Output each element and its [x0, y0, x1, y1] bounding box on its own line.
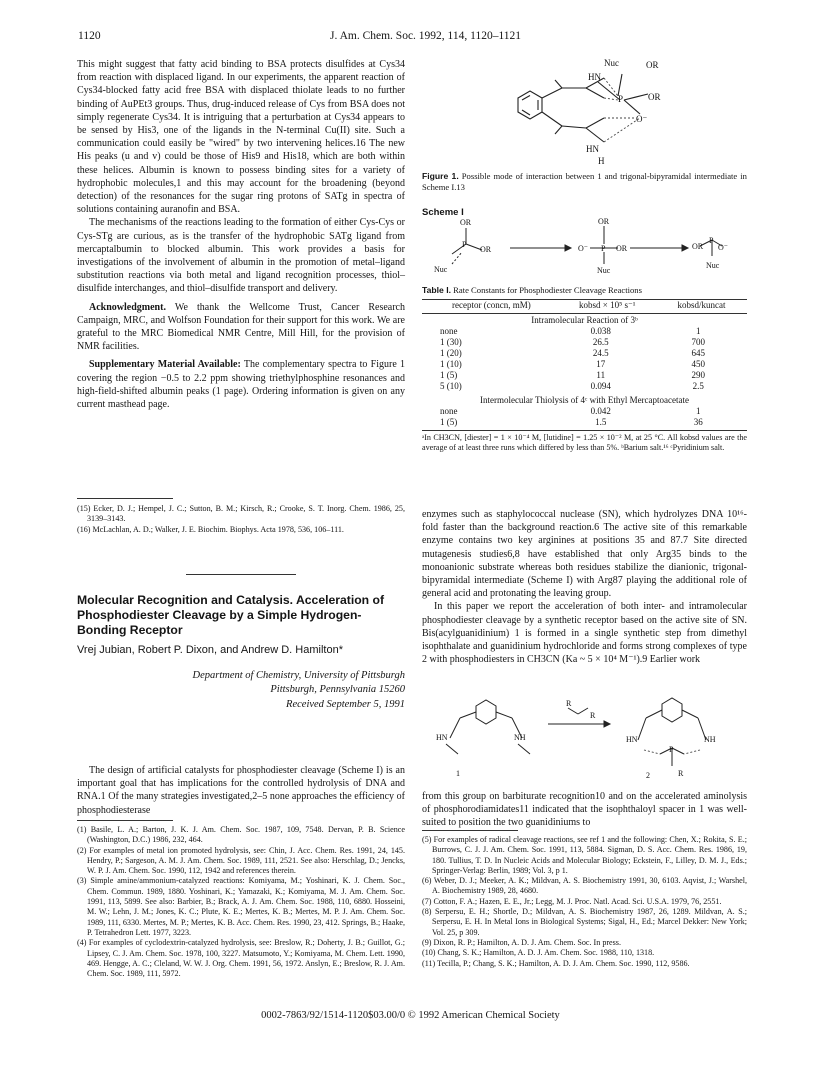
table-cell: 36 [693, 416, 703, 427]
or-label: OR [460, 218, 472, 227]
table-row [422, 337, 747, 348]
journal-citation: J. Am. Chem. Soc. 1992, 114, 1120–1121 [330, 30, 522, 42]
scheme1-label: Scheme I [422, 207, 464, 218]
scheme1-drawing [430, 216, 730, 276]
footnote: (6) Weber, D. J.; Meeker, A. K.; Mildvan, A. S. Biochemistry 1991, 30, 6103. Aqvist, J.; Warshel, A. Biochemistry 1989, 28, 4680. [422, 876, 747, 896]
table-cell: none [440, 325, 458, 336]
page-footer: 0002-7863/92/1514-1120$03.00/0 © 1992 American Chemical Society [261, 1010, 560, 1021]
footnote-rule [422, 830, 518, 831]
nuc-label: Nuc [434, 265, 448, 274]
table-cell: 700 [691, 336, 705, 347]
table-row [422, 326, 747, 337]
table-cell: 24.5 [592, 347, 609, 358]
table-cell: 645 [691, 347, 705, 358]
table1 [422, 285, 747, 453]
table-cell: 1.5 [595, 416, 607, 427]
figure1-structure [500, 56, 690, 166]
p-label: P [669, 745, 674, 754]
p-label: P [462, 240, 467, 249]
footnote: (4) For examples of cyclodextrin-catalyzed hydrolysis, see: Breslow, R.; Doherty, J. B.; Guillot, G.; Lipsey, C. J. Am. Chem. Soc. 1978, 100, 3227. Matsumoto, Y.; Komiyama, M. Chem. Lett. 1990, 469. Hengge, A. C.; Cleland, W. W. J. Org. Chem. 1991, 56, 1972. Anslyn, E.; Breslow, R. J. Am. Chem. Soc. 1989, 111, 5972. [77, 938, 405, 979]
paragraph: from this group on barbiturate recognition10 and on the accelerated aminolysis of phosphorodiamidates11 indicated that the isophthaloyl spacer in 1 was well-suited to position the two guanidiniums to [422, 791, 747, 829]
or-label: OR [646, 60, 659, 70]
table-cell: 17 [596, 358, 606, 369]
table-row [422, 348, 747, 359]
table-row [422, 417, 747, 428]
nh-label: NH [514, 733, 526, 742]
table-cell: 1 (10) [440, 358, 462, 369]
article-footnotes-left [77, 820, 405, 979]
table-cell: 450 [691, 358, 705, 369]
received-date: Received September 5, 1991 [286, 699, 405, 711]
article-footnotes-right [422, 830, 747, 969]
or-label: OR [598, 217, 610, 226]
col-header: receptor (concn, mM) [452, 299, 531, 310]
article-authors: Vrej Jubian, Robert P. Dixon, and Andrew D. Hamilton* [77, 644, 343, 656]
o-minus-label: O⁻ [718, 243, 728, 252]
table1-grid [422, 300, 747, 311]
footnote: (11) Tecilla, P.; Chang, S. K.; Hamilton, A. D. J. Am. Chem. Soc. 1990, 112, 9586. [422, 958, 690, 968]
col-header: kobsd × 10⁵ s⁻¹ [579, 299, 636, 310]
p-label: P [709, 236, 714, 245]
footnote: (7) Cotton, F. A.; Hazen, E. E., Jr.; Legg, M. J. Proc. Natl. Acad. Sci. U.S.A. 1979, 76, 2551. [422, 896, 722, 906]
table-cell: 0.038 [590, 325, 611, 336]
table1-footnote: ᵃIn CH3CN, [diester] = 1 × 10⁻⁴ M, [lutidine] = 1.25 × 10⁻² M, at 25 °C. All kobsd values are the average of at least three runs which differed by less than 5%. ᵇBarium salt.¹⁶ ᶜPyridinium salt. [422, 432, 747, 452]
footnote: (8) Serpersu, E. H.; Shortle, D.; Mildvan, A. S. Biochemistry 1987, 26, 1289. Mildvan, A. S.; Serpersu, E. H. In Metal Ions in Biological Systems; Sigal, H., Ed.; Marcel Dekker: New York; Vol. 25, p 309. [422, 907, 747, 937]
footnote: (9) Dixon, R. P.; Hamilton, A. D. J. Am. Chem. Soc. In press. [422, 937, 621, 947]
table1-section1 [422, 314, 747, 392]
footnote: (10) Chang, S. K.; Hamilton, A. D. J. Am. Chem. Soc. 1988, 110, 1318. [422, 948, 655, 958]
article-title: Molecular Recognition and Catalysis. Acceleration of Phosphodiester Cleavage by a Simple Hydrogen-Bonding Receptor [77, 593, 385, 637]
nh-label: NH [704, 735, 716, 744]
receptor-binding-scheme [428, 694, 748, 786]
hn-label: HN [588, 72, 601, 82]
table-row [422, 381, 747, 392]
table-cell: 1 (5) [440, 369, 458, 380]
nuc-label: Nuc [597, 266, 611, 275]
r-label: R [590, 711, 596, 720]
table-cell: 0.042 [590, 405, 611, 416]
table-cell: 1 [696, 405, 701, 416]
o-minus-label: O⁻ [636, 114, 648, 124]
article-body-right [422, 508, 747, 666]
table1-section2 [422, 394, 747, 428]
table-cell: 290 [691, 369, 705, 380]
section-heading: Intermolecular Thiolysis of 4ᶜ with Ethyl Mercaptoacetate [479, 394, 690, 405]
previous-article-text [77, 58, 405, 411]
table-row [422, 406, 747, 417]
section-heading: Intramolecular Reaction of 3ᵇ [531, 314, 638, 325]
running-header [0, 30, 821, 48]
paragraph: The design of artificial catalysts for phosphodiester cleavage (Scheme I) is an important goal that has implications for the controlled hydrolysis of DNA and RNA.1 Of the many strategies investigated,2–5 none approaches the efficiency of phosphodiesterase [77, 765, 405, 816]
or-label: OR [616, 244, 628, 253]
nuc-label: Nuc [706, 261, 720, 270]
affiliation-line: Department of Chemistry, University of Pittsburgh [192, 670, 405, 682]
paragraph: In this paper we report the acceleration of both inter- and intramolecular phosphodiester cleavage by a synthetic receptor based on the active site of SN. Bis(acylguanidinium) 1 is formed in a single synthetic step from dimethyl isophthalate and guanidinium hydrochloride and forms strong complexes of type 2 with phosphodiesters in CH3CN (Ka ~ 5 × 10⁴ M⁻¹).9 Earlier work [422, 601, 747, 666]
article-heading [77, 574, 405, 712]
r-label: R [566, 699, 572, 708]
supplementary-material: Supplementary Material Available: The complementary spectra to Figure 1 covering the region −0.5 to 2.2 ppm showing triethylphosphine resonances and high-field-shifted albumin peaks (1 page). Ordering information is given on any current masthead page. [77, 359, 405, 411]
r-label: R [678, 769, 684, 778]
table-cell: 26.5 [592, 336, 609, 347]
table-cell: 1 (20) [440, 347, 462, 358]
acknowledgment: Acknowledgment. We thank the Wellcome Trust, Cancer Research Campaign, MRC, and Wolfson Foundation for their support for this work. We are grateful to the MRC Biomedical NMR Centre, Mill Hill, for the provision of NMR facilities. [77, 301, 405, 353]
paragraph: enzymes such as staphylococcal nuclease (SN), which hydrolyzes DNA 10¹⁶-fold faster than the background reaction.6 The active site of this remarkable enzyme contains two key arginines at positions 35 and 87.7 Site directed mutagenesis studies6,8 have established that only Arg35 binds to the monoanionic substrate whereas both residues stabilize the dianionic, trigonal-bipyramidal intermediate (Scheme I) with Arg87 playing the additional role of general acid and protonating the leaving group. [422, 509, 747, 600]
hn-label: HN [436, 733, 448, 742]
table-cell: 2.5 [692, 380, 704, 391]
article-intro [77, 764, 405, 817]
table-cell: 11 [596, 369, 606, 380]
footnote: (3) Simple amine/ammonium-catalyzed reactions: Komiyama, M.; Yoshinari, K. J. Chem. Soc., Chem. Commun. 1989, 1880. Yoshinari, K.; Yamazaki, K.; Komiyama, M. J. Am. Chem. Soc. 1991, 113, 5899. See also: Barbier, B.; Brack, A. J. Am. Chem. Soc. 1988, 110, 6880. Hosseini, M. W.; Lehn, J. M.; Jones, K. C.; Plute, K. E.; Mertes, K. B.; Mertes, M. P. J. Am. Chem. Soc. 1989, 111, 6330. Mertes, M. P.; Mertes, K. B. Acc. Chem. Res. 1990, 23, 412. Springs, B.; Haake, P. Tetrahedron Lett. 1977, 3223. [77, 876, 405, 937]
p-label: P [618, 94, 624, 104]
table-cell: 1 [696, 325, 701, 336]
table-cell: 0.094 [590, 380, 611, 391]
footnote: (2) For examples of metal ion promoted hydrolysis, see: Chin, J. Acc. Chem. Res. 1991, 24, 145. Hendry, P.; Sargeson, A. M. J. Am. Chem. Soc. 1989, 111, 2521. See also: Herschlag, D.; Jencks, W. P. J. Am. Chem. Soc. 1990, 112, 1942 and references therein. [77, 845, 405, 876]
footnote-rule [77, 820, 173, 821]
or-label: OR [480, 245, 492, 254]
footnote: (1) Basile, L. A.; Barton, J. K. J. Am. Chem. Soc. 1987, 109, 7548. Dervan, P. B. Science (Washington, D.C.) 1986, 232, 464. [77, 825, 405, 845]
table-cell: none [440, 405, 458, 416]
table-row [422, 359, 747, 370]
o-minus-label: O⁻ [578, 244, 588, 253]
h-label: H [598, 156, 605, 166]
article-body-right-2 [422, 790, 747, 830]
compound-2-label: 2 [646, 771, 650, 780]
footnote: (16) McLachlan, A. D.; Walker, J. E. Biochim. Biophys. Acta 1978, 536, 106–111. [77, 524, 344, 534]
compound-1-label: 1 [456, 769, 460, 778]
previous-article-footnotes [77, 498, 405, 535]
hn-label: HN [586, 144, 599, 154]
col-header: kobsd/kuncat [677, 299, 726, 310]
hn-label: HN [626, 735, 638, 744]
or-label: OR [692, 242, 704, 251]
p-label: P [601, 244, 606, 253]
figure1-caption: Figure 1. Possible mode of interaction between 1 and trigonal-bipyramidal intermediate in Scheme I.13 [422, 171, 747, 192]
footnote: (5) For examples of radical cleavage reactions, see ref 1 and the following: Chen, X.; Rokita, S. E.; Burrows, C. J. J. Am. Chem. Soc. 1991, 113, 5884. Sigman, D. S. Acc. Chem. Res. 1986, 19, 180. Tullius, T. D. In Nucleic Acids and Molecular Biology; Eckstein, F., Lilley, D. M. J., Eds.; Springer-Verlag: Berlin, 1989; Vol. 3, p 1. [422, 835, 747, 875]
table-cell: 1 (30) [440, 336, 462, 347]
nuc-label: Nuc [604, 58, 619, 68]
table-cell: 5 (10) [440, 380, 462, 391]
table-cell: 1 (5) [440, 416, 458, 427]
page-number: 1120 [78, 30, 101, 42]
affiliation-line: Pittsburgh, Pennsylvania 15260 [270, 684, 405, 696]
paragraph: This might suggest that fatty acid binding to BSA protects disulfides at Cys34 from reaction with displaced ligand. In our experiments, the apparent reaction of Cys34-blocked fatty acid free BSA with displaced thiolate leads to no further binding of AuPEt3 groups. Thus, drug-induced release of Cys from BSA does not simply regenerate Cys34. It is intriguing that a perturbation at Cys34 appears to be sensed by His3, one of the ligands in the N-terminal Cu(II) site. Such a communication could easily be "wired" by two intervening helices.16 The new His peaks (u and v) could be those of His9 and His18, which are both within these helices. Albumin is known to possess binding sites for a variety of hydrophobic molecules,1 and this may account for the broadening (beyond detection) of the resonances for the sugar ring protons of SATg in spectra of solutions containing auranofin and BSA. [77, 59, 405, 216]
table1-title: Table I. Rate Constants for Phosphodiester Cleavage Reactions [422, 285, 642, 295]
table-row [422, 370, 747, 381]
footnote-rule [77, 498, 173, 499]
or-label: OR [648, 92, 661, 102]
article-separator [186, 574, 296, 575]
footnote: (15) Ecker, D. J.; Hempel, J. C.; Sutton, B. M.; Kirsch, R.; Crooke, S. T. Inorg. Chem. 1986, 25, 3139–3143. [77, 504, 405, 524]
table-rule [422, 430, 747, 431]
paragraph: The mechanisms of the reactions leading to the formation of either Cys-Cys or Cys-STg are curious, as is the transfer of the hydrophobic SATg ligand from mercaptalbumin to blocked albumin. This work provides a basis for investigations of the involvement of albumin in the promotion of metal–ligand substitution reactions via both metal and ligand recognition processes, thiol–disulfide interchanges, and thiol–disulfide transport and delivery. [77, 217, 405, 295]
